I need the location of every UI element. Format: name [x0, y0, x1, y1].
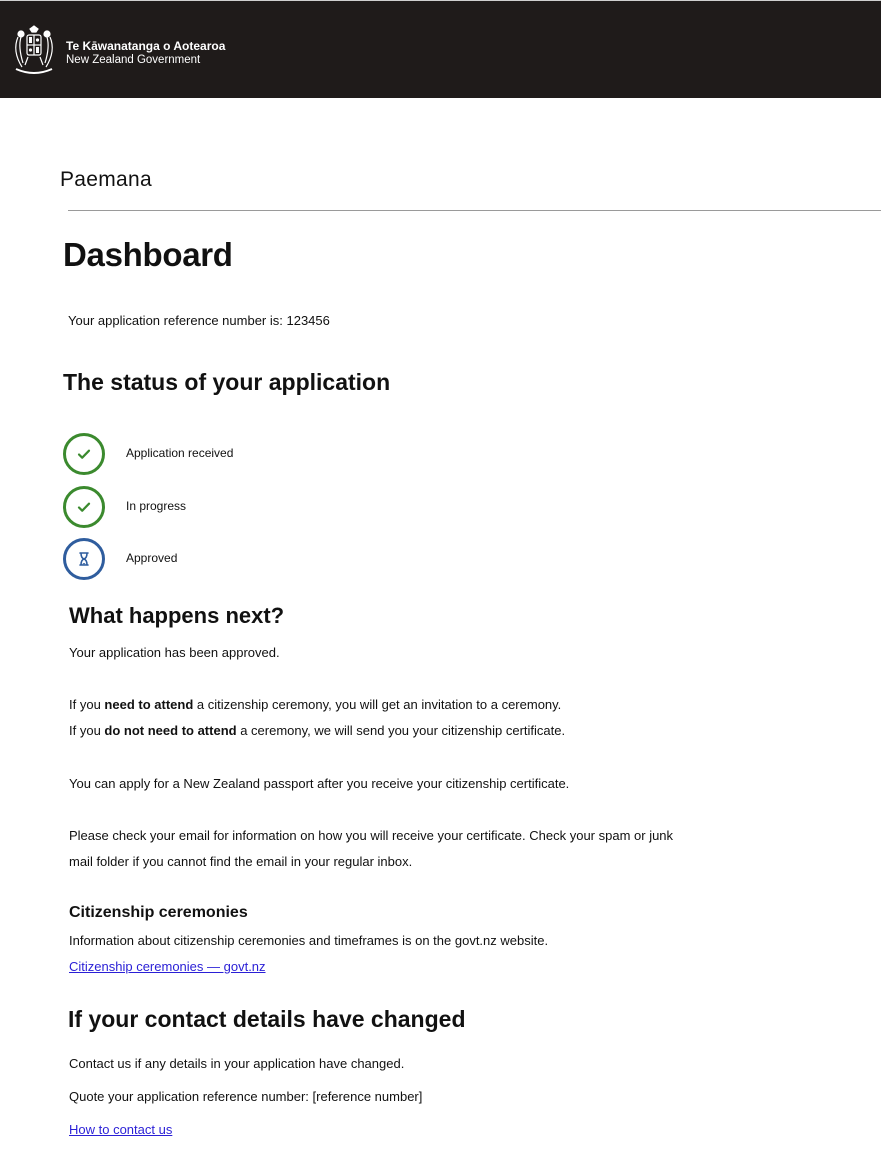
how-to-contact-link[interactable]: How to contact us — [69, 1122, 173, 1137]
application-reference: Your application reference number is: 123456 — [68, 313, 330, 328]
what-happens-next-heading: What happens next? — [69, 603, 285, 628]
status-step-label: Approved — [126, 551, 178, 565]
contact-text: Contact us if any details in your application have changed. — [69, 1056, 405, 1071]
not-attend-prefix: If you — [69, 723, 105, 738]
quote-reference-text: Quote your application reference number: [reference number] — [69, 1089, 423, 1104]
not-attend-ceremony-text — [69, 718, 565, 744]
passport-text: You can apply for a New Zealand passport after you receive your citizenship certificate. — [69, 776, 570, 791]
status-step-in-progress — [63, 486, 363, 528]
page-title: Dashboard — [63, 236, 233, 273]
status-heading: The status of your application — [63, 369, 391, 395]
attend-ceremony-text — [69, 692, 561, 718]
government-header — [0, 0, 881, 98]
government-name-maori: Te Kāwanatanga o Aotearoa — [66, 39, 226, 53]
nz-coat-of-arms-icon[interactable] — [8, 25, 60, 75]
status-step-received — [63, 433, 363, 475]
attend-prefix: If you — [69, 697, 105, 712]
contact-details-heading: If your contact details have changed — [68, 1006, 466, 1032]
not-attend-suffix: a ceremony, we will send you your citizenship certificate. — [236, 723, 566, 738]
status-step-label: Application received — [126, 446, 234, 460]
approved-text: Your application has been approved. — [69, 645, 280, 660]
ceremonies-text: Information about citizenship ceremonies and timeframes is on the govt.nz website. — [69, 933, 549, 948]
email-text-line-1: Please check your email for information on how you will receive your certificate. Check your spam or junk — [69, 828, 674, 843]
email-text-line-2: mail folder if you cannot find the email in your regular inbox. — [69, 854, 413, 869]
check-icon — [63, 486, 105, 528]
site-name[interactable]: Paemana — [60, 168, 152, 191]
attend-bold: need to attend — [104, 697, 194, 712]
government-name-english: New Zealand Government — [66, 54, 201, 66]
hourglass-icon — [63, 538, 105, 580]
check-icon — [63, 433, 105, 475]
ceremonies-heading: Citizenship ceremonies — [69, 904, 248, 921]
status-step-approved — [63, 538, 363, 580]
status-step-label: In progress — [126, 499, 187, 513]
not-attend-bold: do not need to attend — [104, 723, 237, 738]
ceremonies-link[interactable]: Citizenship ceremonies — govt.nz — [69, 959, 266, 974]
header-divider — [68, 210, 881, 211]
government-name[interactable] — [66, 39, 225, 67]
attend-suffix: a citizenship ceremony, you will get an invitation to a ceremony. — [193, 697, 562, 712]
